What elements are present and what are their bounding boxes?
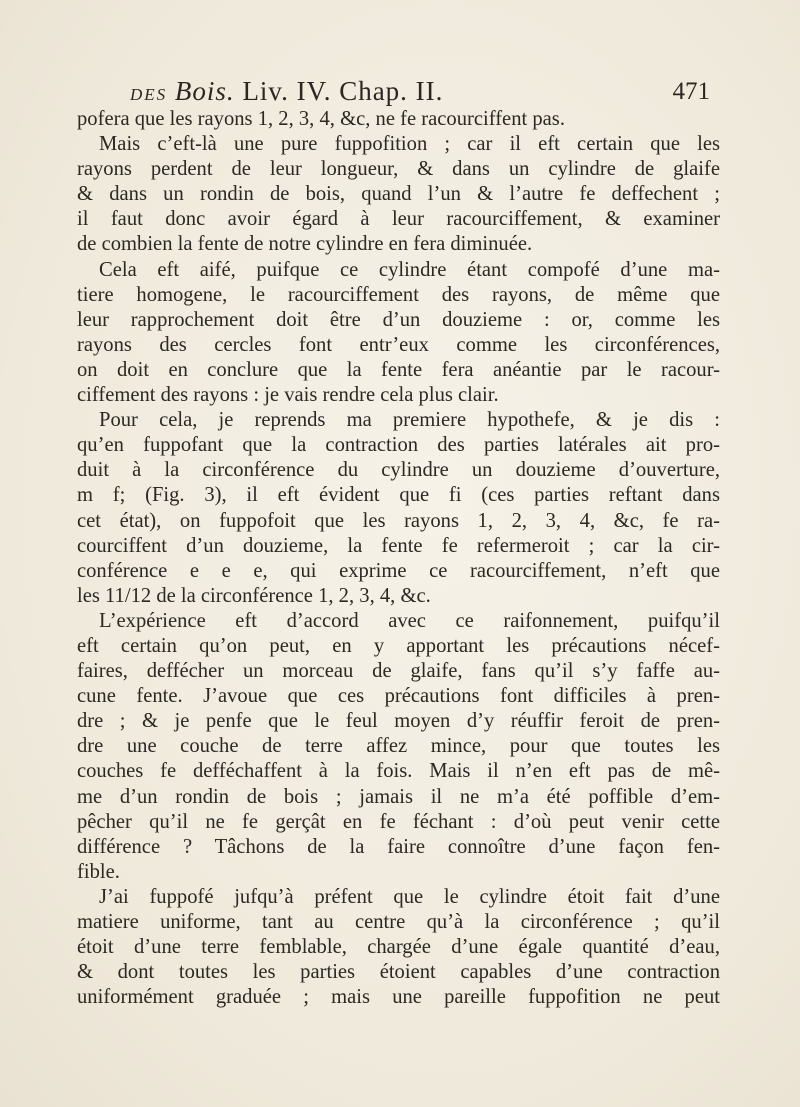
text-line: rayons des cercles font entr’eux comme les circonférences, xyxy=(77,333,720,356)
text-line: étoit d’une terre femblable, chargée d’une égale quantité d’eau, xyxy=(77,936,720,959)
text-line: & dans un rondin de bois, quand l’un & l’autre fe deffechent ; xyxy=(77,183,720,206)
text-line: différence ? Tâchons de la faire connoître d’une façon fen- xyxy=(77,835,720,858)
text-line: rayons perdent de leur longueur, & dans un cylindre de glaife xyxy=(77,158,720,181)
text-line: uniformément graduée ; mais une pareille fuppofition ne peut xyxy=(77,986,720,1009)
text-line: Pour cela, je reprends ma premiere hypothefe, & je dis : xyxy=(99,409,720,432)
running-title-chapter: Liv. IV. Chap. II. xyxy=(242,76,444,106)
text-line: pêcher qu’il ne fe gerçât en fe féchant : d’où peut venir cette xyxy=(77,810,720,833)
text-line: on doit en conclure que la fente fera anéantie par le racour- xyxy=(77,358,720,381)
text-line: duit à la circonférence du cylindre un douzieme d’ouverture, xyxy=(77,459,720,482)
text-line: L’expérience eft d’accord avec ce raifonnement, puifqu’il xyxy=(99,609,720,632)
text-line: Mais c’eft-là une pure fuppofition ; car il eft certain que les xyxy=(99,133,720,156)
text-line: faires, deffécher un morceau de glaife, fans qu’il s’y faffe au- xyxy=(77,660,720,683)
text-line: dre ; & je penfe que le feul moyen d’y réuffir feroit de pren- xyxy=(77,710,720,733)
text-line: Cela eft aifé, puifque ce cylindre étant compofé d’une ma- xyxy=(99,258,720,281)
text-line: courciffent d’un douzieme, la fente fe refermeroit ; car la cir- xyxy=(77,534,720,557)
running-title-des: DES xyxy=(130,85,168,104)
text-line: qu’en fuppofant que la contraction des parties latérales ait pro- xyxy=(77,434,720,457)
running-title xyxy=(130,76,443,107)
text-line: m f; (Fig. 3), il eft évident que fi (ces parties reftant dans xyxy=(77,484,720,507)
text-line: il faut donc avoir égard à leur racourciffement, & examiner xyxy=(77,208,720,231)
text-line: J’ai fuppofé jufqu’à préfent que le cylindre étoit fait d’une xyxy=(99,885,720,908)
text-line: cune fente. J’avoue que ces précautions font difficiles à pren- xyxy=(77,685,720,708)
text-line: de combien la fente de notre cylindre en fera diminuée. xyxy=(77,233,533,256)
text-line: fible. xyxy=(77,860,120,883)
text-line: pofera que les rayons 1, 2, 3, 4, &c, ne fe racourciffent pas. xyxy=(77,108,565,130)
text-line: eft certain qu’on peut, en y apportant les précautions nécef- xyxy=(77,634,720,657)
text-line: me d’un rondin de bois ; jamais il ne m’a été poffible d’em- xyxy=(77,785,720,808)
text-line: couches fe defféchaffent à la fois. Mais il n’en eft pas de mê- xyxy=(77,760,720,783)
text-line: leur rapprochement doit être d’un douzieme : or, comme les xyxy=(77,308,720,331)
text-line: matiere uniforme, tant au centre qu’à la circonférence ; qu’il xyxy=(77,911,720,933)
text-line: dre une couche de terre affez mince, pour que toutes les xyxy=(77,735,720,758)
text-line: conférence e e e, qui exprime ce racourciffement, n’eft que xyxy=(77,559,720,582)
text-line: les 11/12 de la circonférence 1, 2, 3, 4, &c. xyxy=(77,584,431,607)
text-line: cet état), on fuppofoit que les rayons 1, 2, 3, 4, &c, fe ra- xyxy=(77,509,720,532)
body-text xyxy=(77,107,720,1010)
text-line: tiere homogene, le racourciffement des rayons, de même que xyxy=(77,283,720,306)
page-number: 471 xyxy=(672,78,710,105)
text-line: & dont toutes les parties étoient capables d’une contraction xyxy=(77,961,720,984)
text-line: ciffement des rayons : je vais rendre cela plus clair. xyxy=(77,384,499,407)
running-title-bois: Bois. xyxy=(174,76,235,106)
running-head xyxy=(130,70,710,110)
